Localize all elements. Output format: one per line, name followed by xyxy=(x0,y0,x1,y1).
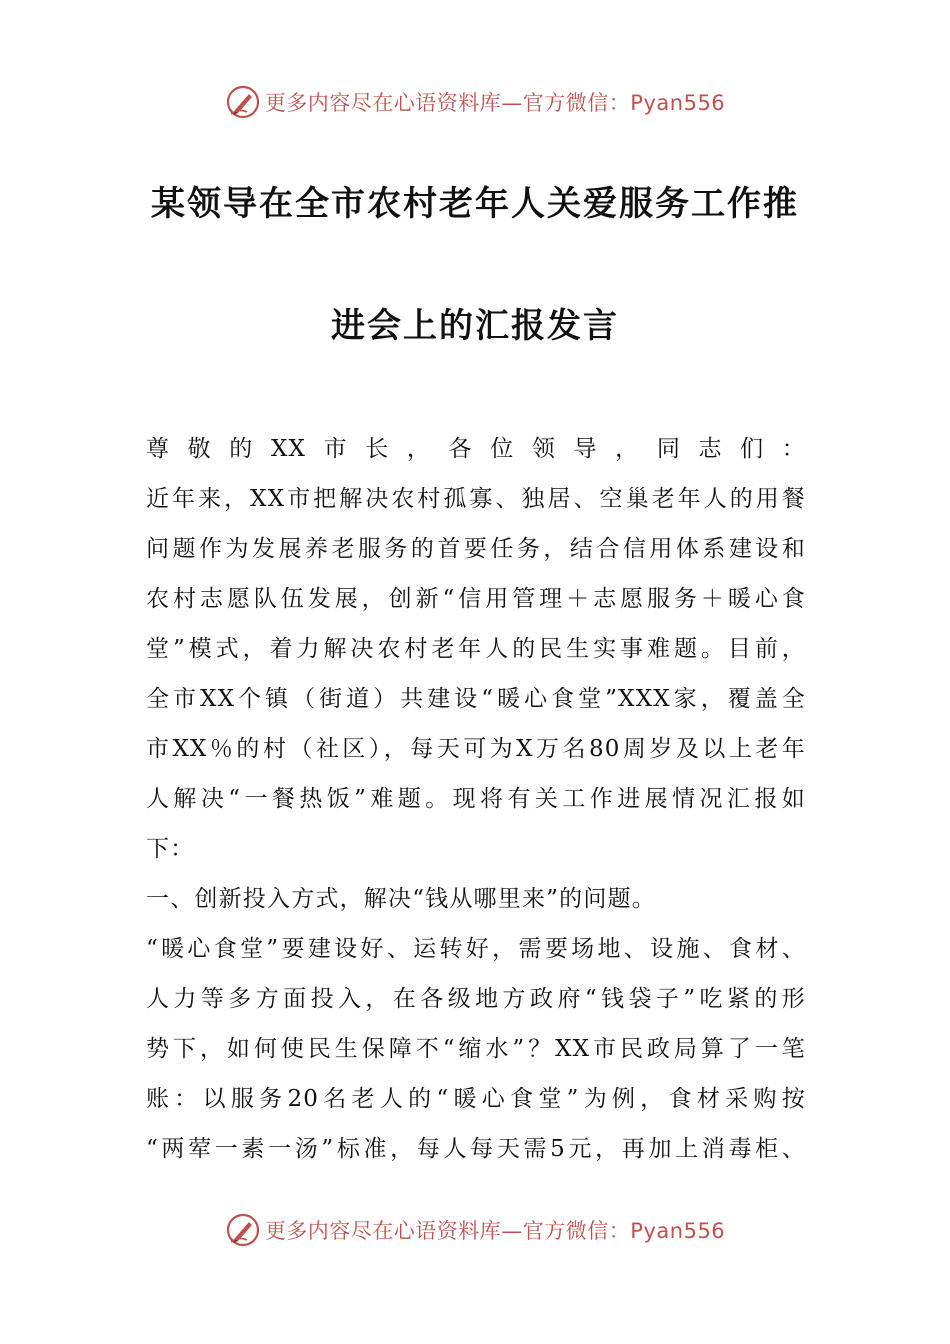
body-line: 人力等多方面投入，在各级地方政府“钱袋子”吃紧的形 xyxy=(146,986,806,1012)
body-line: 堂”模式，着力解决农村老年人的民生实事难题。目前， xyxy=(146,636,806,662)
body-line: 人解决“一餐热饭”难题。现将有关工作进展情况汇报如 xyxy=(146,786,806,812)
body-line: 全市XX个镇（街道）共建设“暖心食堂”XXX家，覆盖全 xyxy=(146,686,806,712)
watermark-text: 更多内容尽在心语资料库—官方微信：Pyan556 xyxy=(264,1219,726,1243)
section-heading: 一、创新投入方式，解决“钱从哪里来”的问题。 xyxy=(146,886,656,912)
body-line: 账：以服务20名老人的“暖心食堂”为例，食材采购按 xyxy=(146,1086,806,1112)
body-line: 近年来，XX市把解决农村孤寡、独居、空巢老年人的用餐 xyxy=(146,486,806,512)
document-title-line-2: 进会上的汇报发言 xyxy=(331,306,619,346)
body-line: “暖心食堂”要建设好、运转好，需要场地、设施、食材、 xyxy=(146,936,806,962)
pen-logo-icon xyxy=(225,1212,261,1248)
body-line: 势下，如何使民生保障不“缩水”？XX市民政局算了一笔 xyxy=(146,1036,806,1062)
watermark-header xyxy=(0,82,950,122)
body-line: 市XX％的村（社区），每天可为X万名80周岁及以上老年 xyxy=(146,736,806,762)
body-line: 农村志愿队伍发展，创新“信用管理＋志愿服务＋暖心食 xyxy=(146,586,806,612)
document-body xyxy=(146,424,806,1174)
body-line: 问题作为发展养老服务的首要任务，结合信用体系建设和 xyxy=(146,536,806,562)
watermark-text: 更多内容尽在心语资料库—官方微信：Pyan556 xyxy=(264,91,726,115)
pen-logo-icon xyxy=(225,84,261,120)
body-line: 下： xyxy=(146,836,195,862)
watermark-footer xyxy=(0,1210,950,1250)
salutation: 尊敬的XX市长，各位领导，同志们： xyxy=(146,436,806,462)
document-title-line-1: 某领导在全市农村老年人关爱服务工作推 xyxy=(151,184,799,224)
body-line: “两荤一素一汤”标准，每人每天需5元，再加上消毒柜、 xyxy=(146,1136,806,1162)
